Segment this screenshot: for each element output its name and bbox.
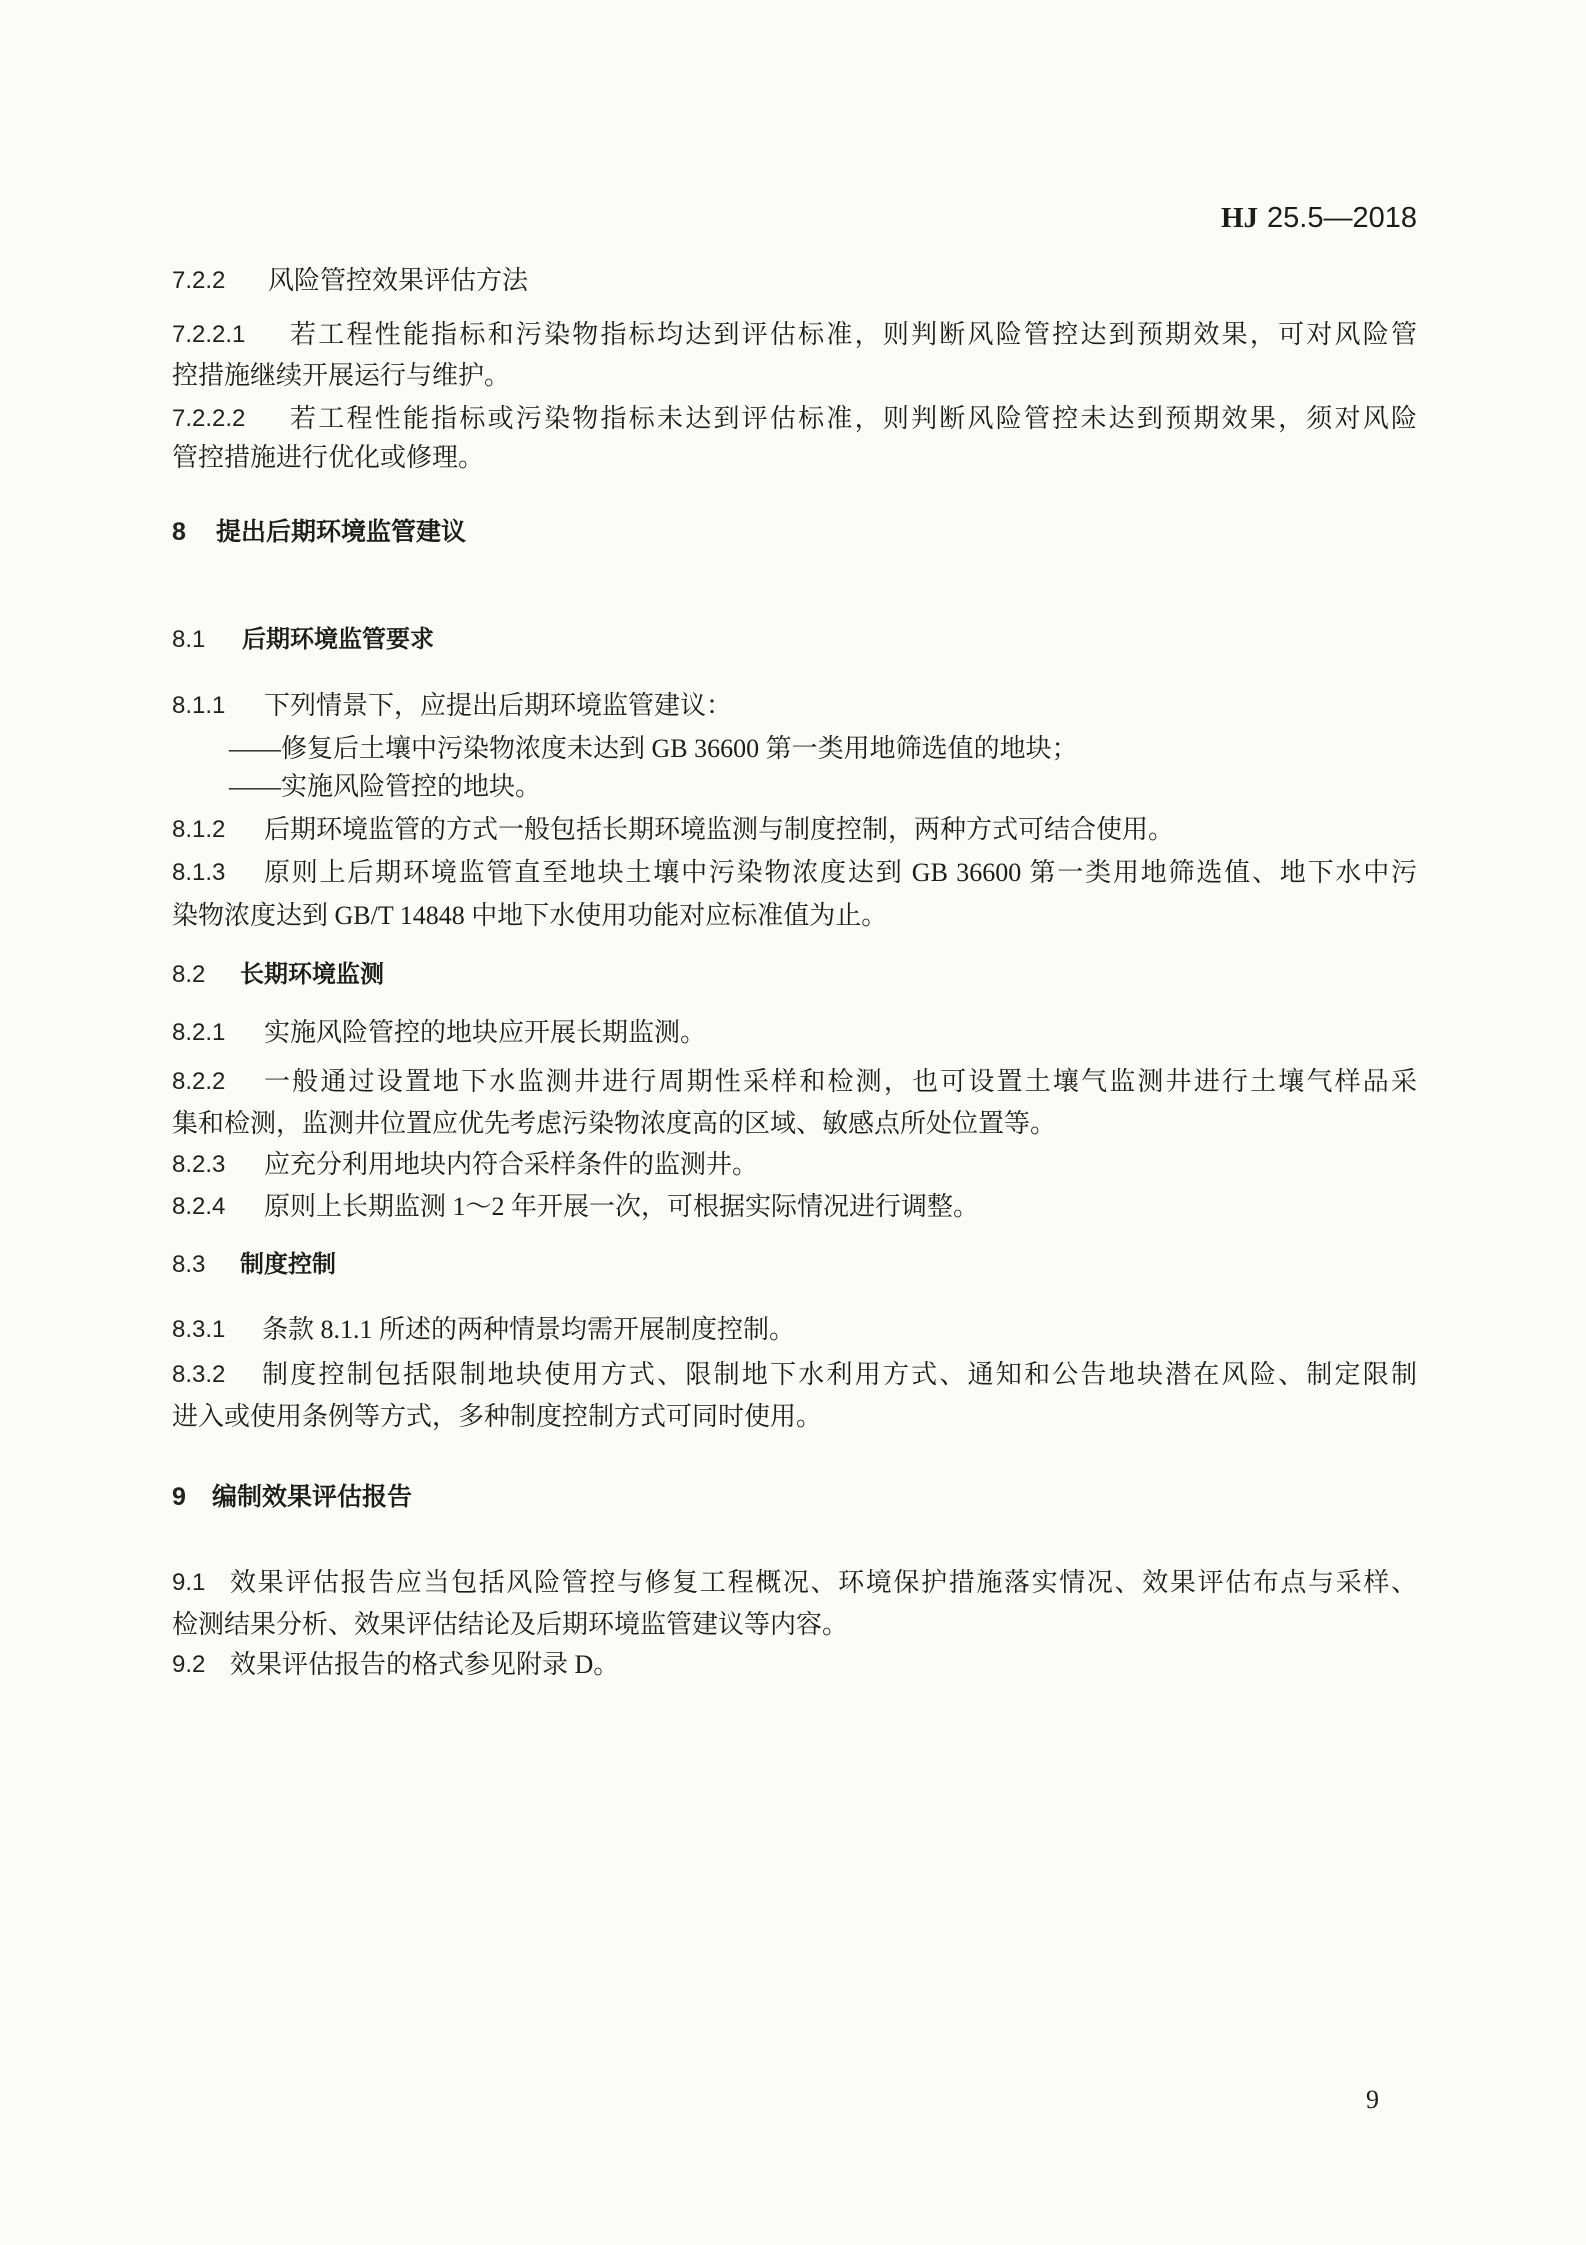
clause-8-2-4-number: 8.2.4 (172, 1193, 226, 1220)
clause-8-3-2-text: 制度控制包括限制地块使用方式、限制地下水利用方式、通知和公告地块潜在风险、制定限制 (262, 1360, 1417, 1389)
clause-8-3-2-number: 8.3.2 (172, 1361, 226, 1388)
section-8-2-heading: 长期环境监测 (240, 961, 384, 988)
clause-8-1-2-number: 8.1.2 (172, 816, 226, 843)
clause-8-1-1-text: 下列情景下，应提出后期环境监管建议： (264, 691, 733, 720)
section-9-heading: 编制效果评估报告 (212, 1483, 413, 1511)
clause-8-2-1-number: 8.2.1 (172, 1019, 226, 1046)
clause-8-3-2-text-cont: 进入或使用条例等方式，多种制度控制方式可同时使用。 (172, 1402, 823, 1431)
list-item: ——实施风险管控的地块。 (229, 772, 542, 801)
document-header (1221, 196, 1417, 240)
clause-8-1-1-number: 8.1.1 (172, 692, 226, 719)
clause-8-3-1-text: 条款 8.1.1 所述的两种情景均需开展制度控制。 (262, 1315, 796, 1344)
clause-8-1-2-text: 后期环境监管的方式一般包括长期环境监测与制度控制，两种方式可结合使用。 (264, 815, 1175, 844)
clause-8-2-3-text: 应充分利用地块内符合采样条件的监测井。 (264, 1150, 759, 1179)
clause-8-2-2-number: 8.2.2 (172, 1068, 226, 1095)
clause-8-2-3-number: 8.2.3 (172, 1151, 226, 1178)
clause-9-1-text-cont: 检测结果分析、效果评估结论及后期环境监管建议等内容。 (172, 1610, 849, 1639)
clause-7-2-2-text: 风险管控效果评估方法 (268, 266, 529, 295)
section-8-3-number: 8.3 (172, 1251, 206, 1278)
clause-8-1-3-number: 8.1.3 (172, 859, 226, 886)
clause-9-2-number: 9.2 (172, 1651, 206, 1678)
section-8-heading: 提出后期环境监管建议 (216, 518, 467, 546)
clause-9-1-text: 效果评估报告应当包括风险管控与修复工程概况、环境保护措施落实情况、效果评估布点与采样、 (230, 1568, 1417, 1597)
section-8-number: 8 (172, 518, 186, 546)
clause-7-2-2-2-text-cont: 管控措施进行优化或修理。 (172, 443, 485, 472)
section-8-2-number: 8.2 (172, 961, 206, 988)
clause-7-2-2-1-text: 若工程性能指标和污染物指标均达到评估标准，则判断风险管控达到预期效果，可对风险管 (290, 320, 1417, 349)
section-9-number: 9 (172, 1483, 186, 1511)
clause-8-3-1-number: 8.3.1 (172, 1316, 226, 1343)
clause-7-2-2-number: 7.2.2 (172, 267, 226, 294)
clause-7-2-2-1-number: 7.2.2.1 (172, 321, 246, 348)
clause-8-2-4-text: 原则上长期监测 1～2 年开展一次，可根据实际情况进行调整。 (264, 1192, 980, 1221)
list-item: ——修复后土壤中污染物浓度未达到 GB 36600 第一类用地筛选值的地块； (229, 734, 1078, 763)
clause-9-2-text: 效果评估报告的格式参见附录 D。 (230, 1650, 620, 1679)
clause-8-2-2-text-cont: 集和检测，监测井位置应优先考虑污染物浓度高的区域、敏感点所处位置等。 (172, 1109, 1057, 1138)
section-8-1-number: 8.1 (172, 626, 206, 653)
clause-8-2-2-text: 一般通过设置地下水监测井进行周期性采样和检测，也可设置土壤气监测井进行土壤气样品采 (264, 1067, 1417, 1096)
clause-8-1-3-text: 原则上后期环境监管直至地块土壤中污染物浓度达到 GB 36600 第一类用地筛选值、地下水中污 (264, 858, 1417, 887)
doc-code: HJ (1220, 202, 1259, 234)
clause-9-1-number: 9.1 (172, 1569, 206, 1596)
doc-number: 25.5—2018 (1267, 202, 1417, 234)
section-8-3-heading: 制度控制 (240, 1251, 336, 1278)
section-8-1-heading: 后期环境监管要求 (242, 626, 434, 653)
clause-7-2-2-1-text-cont: 控措施继续开展运行与维护。 (172, 361, 511, 390)
clause-8-2-1-text: 实施风险管控的地块应开展长期监测。 (264, 1018, 707, 1047)
clause-7-2-2-2-number: 7.2.2.2 (172, 405, 246, 432)
clause-8-1-3-text-cont: 染物浓度达到 GB/T 14848 中地下水使用功能对应标准值为止。 (172, 901, 888, 930)
page-number: 9 (1366, 2085, 1379, 2114)
clause-7-2-2-2-text: 若工程性能指标或污染物指标未达到评估标准，则判断风险管控未达到预期效果，须对风险 (290, 404, 1417, 433)
